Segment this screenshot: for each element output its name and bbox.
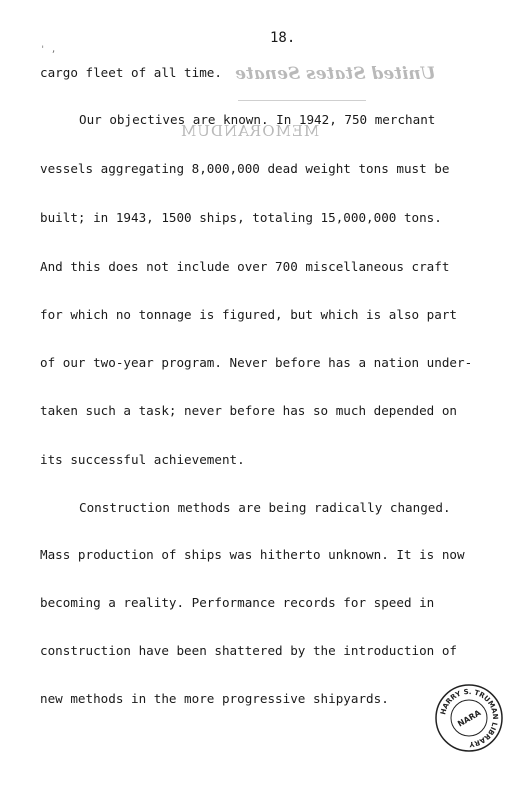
text-line: new methods in the more progressive shipyards. [40, 691, 389, 706]
text-line: becoming a reality. Performance records for speed in [40, 595, 435, 610]
text-line: cargo fleet of all time. [40, 65, 222, 80]
text-line: Mass production of ships was hitherto unknown. It is now [40, 547, 465, 562]
page-number: 18. [270, 30, 296, 46]
text-line: And this does not include over 700 miscellaneous craft [40, 259, 450, 274]
watermark-memorandum: MEMORANDUM [180, 122, 320, 140]
text-line: its successful achievement. [40, 452, 245, 467]
svg-text:HARRY S. TRUMAN LIBRARY: HARRY S. TRUMAN LIBRARY [439, 687, 500, 749]
library-stamp-icon [434, 683, 504, 753]
text-line: vessels aggregating 8,000,000 dead weight tons must be [40, 161, 450, 176]
text-line: construction have been shattered by the introduction of [40, 643, 458, 658]
watermark-rule [238, 100, 366, 101]
svg-text:NARA: NARA [456, 708, 483, 729]
text-line: Construction methods are being radically changed. [79, 500, 451, 515]
text-line: built; in 1943, 1500 ships, totaling 15,000,000 tons. [40, 210, 442, 225]
paper-specks: ' , [40, 45, 57, 55]
text-line: of our two-year program. Never before has a nation under- [40, 355, 473, 370]
text-line: Our objectives are known. In 1942, 750 merchant [79, 112, 436, 127]
text-line: for which no tonnage is figured, but which is also part [40, 307, 458, 322]
watermark-senate: United States Senate [235, 64, 436, 84]
text-line: taken such a task; never before has so much depended on [40, 403, 458, 418]
